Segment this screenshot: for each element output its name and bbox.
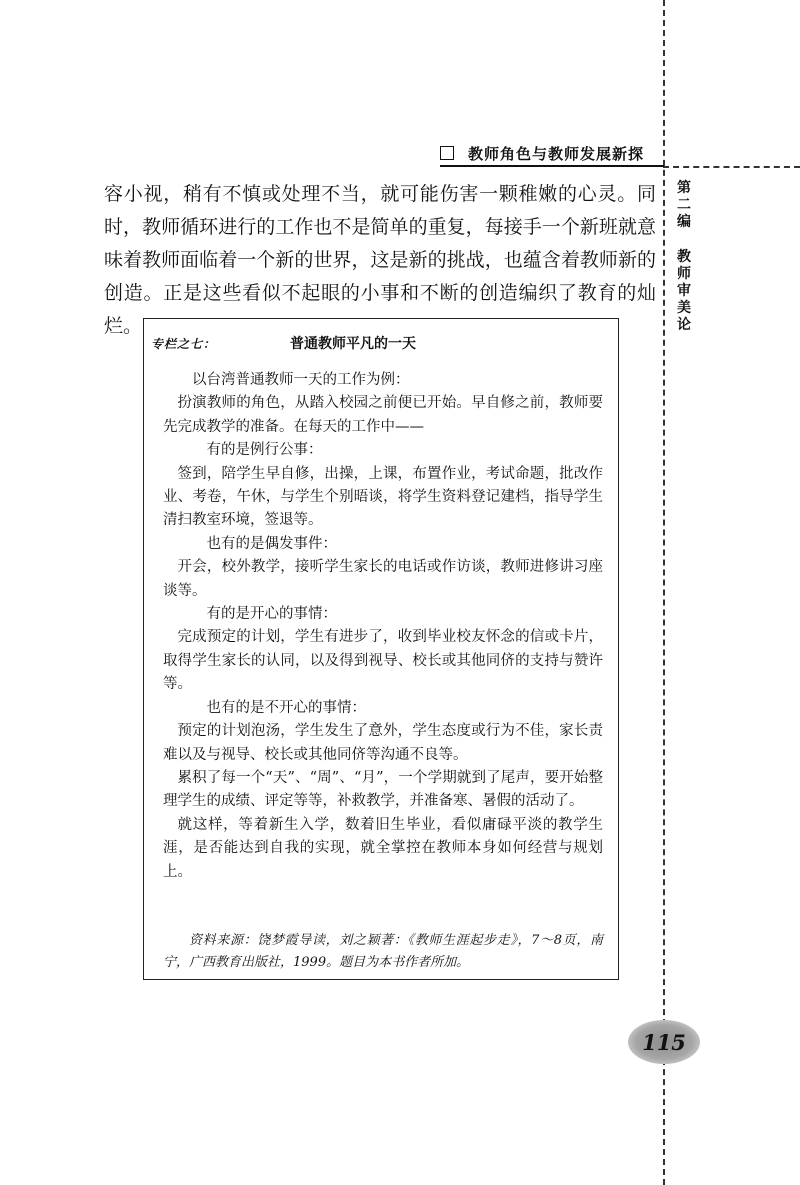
case-line: 扮演教师的角色，从踏入校园之前便已开始。早自修之前，教师要先完成教学的准备。在每天的工作中—— <box>163 395 603 435</box>
case-line: 签到，陪学生早自修，出操，上课，布置作业，考试命题，批改作业、考卷，午休，与学生个别晤谈，将学生资料登记建档，指导学生清扫教室环境，签退等。 <box>163 465 603 529</box>
case-line: 累积了每一个“天”、“周”、“月”，一个学期就到了尾声，要开始整理学生的成绩、评定等等，补救教学，并准备寒、暑假的活动了。 <box>163 769 603 810</box>
case-line: 就这样，等着新生入学，数着旧生毕业，看似庸碌平淡的教学生涯，是否能达到自我的实现，就全掌控在教师本身如何经营与规划上。 <box>163 816 603 880</box>
side-tab <box>672 180 696 334</box>
case-line: 也有的是不开心的事情： <box>206 699 366 716</box>
case-line: 开会，校外教学，接听学生家长的电话或作访谈，教师进修讲习座谈等。 <box>163 559 603 599</box>
side-tab-section: 教师审美论 <box>677 249 691 333</box>
case-line: 有的是例行公事： <box>206 442 323 459</box>
page-number: 115 <box>642 1029 686 1055</box>
running-title: 教师角色与教师发展新探 <box>468 145 645 163</box>
case-title: 普通教师平凡的一天 <box>290 336 416 352</box>
case-line: 也有的是偶发事件： <box>206 535 337 552</box>
page-number-badge <box>628 1020 700 1064</box>
case-line: 以台湾普通教师一天的工作为例： <box>192 372 410 388</box>
square-bullet-icon <box>440 146 454 160</box>
case-line: 预定的计划泡汤，学生发生了意外，学生态度或行为不佳，家长责难以及与视导、校长或其他同侪等沟通不良等。 <box>163 723 603 763</box>
header-rule <box>440 165 664 167</box>
intro-paragraph: 容小视，稍有不慎或处理不当，就可能伤害一颗稚嫩的心灵。同时，教师循环进行的工作也不是简单的重复，每接手一个新班就意味着教师面临着一个新的世界，这是新的挑战，也蕴含着教师新的创造。正是这些看似不起眼的小事和不断的创造编织了教育的灿烂。 <box>104 183 656 337</box>
case-label: 专栏之七： <box>151 337 217 351</box>
case-line: 完成预定的计划，学生有进步了，收到毕业校友怀念的信或卡片，取得学生家长的认同，以及得到视导、校长或其他同侪的支持与赞许等。 <box>163 629 603 693</box>
case-source: 资料来源：饶梦霞导读，刘之颖著：《教师生涯起步走》，7～8页，南宁，广西教育出版社，1999。题目为本书作者所加。 <box>163 933 603 970</box>
case-line: 有的是开心的事情： <box>206 606 337 623</box>
running-header <box>440 143 662 164</box>
side-tab-part: 第二编 <box>677 180 691 230</box>
page-margin-dashed-line <box>663 0 665 1185</box>
case-body <box>163 369 603 884</box>
tab-dashed-line <box>663 166 800 168</box>
